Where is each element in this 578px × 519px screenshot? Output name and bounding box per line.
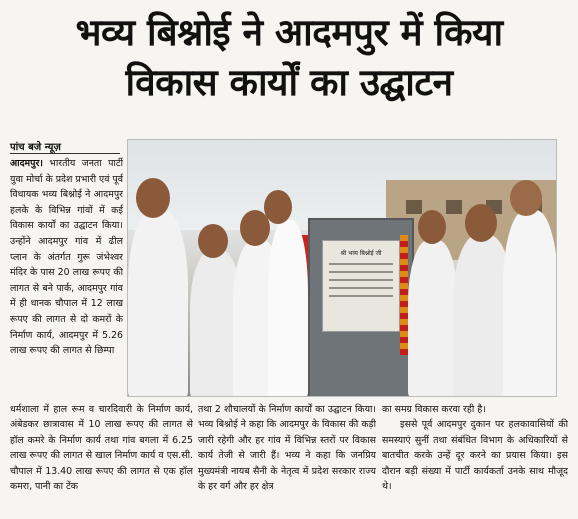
lead-paragraph (10, 156, 123, 401)
person-head (198, 224, 228, 258)
person-head (465, 204, 497, 242)
headline-line-2: विकास कार्यों का उद्घाटन (125, 61, 453, 104)
news-photo (127, 139, 557, 397)
byline-rule (10, 153, 120, 154)
person-head (264, 190, 292, 224)
column-3-text-b: इससे पूर्व आदमपुर दुकान पर हलकावासियों की समस्याएं सुनीं तथा संबंधित विभाग के अधिकारियों से बातचीत करके उन्हें दूर करने का प्रयास किया। इस दौरान बड़ी संख्या में पार्टी कार्यकर्ता उनके साथ मौजूद थे। (382, 419, 568, 493)
headline-line-1: भव्य बिश्नोई ने आदमपुर में किया (75, 11, 503, 54)
person-head (510, 180, 542, 216)
person (408, 240, 458, 397)
article-column-2 (198, 402, 376, 517)
byline: पांच बजे न्यूज़ (10, 142, 61, 153)
article-column-1 (10, 402, 193, 517)
column-2-text: तथा 2 शौचालयों के निर्माण कार्यों का उद्घाटन किया। भव्य बिश्नोई ने कहा कि आदमपुर के विकास की कड़ी जारी रहेगी और हर गांव में विभिन्न स्तरों पर विकास कार्य तेजी से जारी हैं। भव्य ने कहा कि जनप्रिय मुख्यमंत्री नायब सैनी के नेतृत्व में प्रदेश सरकार राज्य के हर वर्ग और हर क्षेत्र (198, 404, 376, 493)
person (128, 210, 188, 397)
person-head (418, 210, 446, 244)
headline (0, 8, 578, 108)
column-1-text: धर्मशाला में हाल रूम व चारदिवारी के निर्माण कार्य, अंबेडकर छात्रावास में 10 लाख रूपए की लागत से हॉल कमरे के निर्माण कार्य तथा गांव बगला में 6.25 लाख रूपए की लागत से खाल निर्माण कार्य व एस.सी. चौपाल में 13.40 लाख रूपए की लागत से एक हॉल कमरा, पानी का टेंक (10, 404, 193, 493)
dateline: आदमपुर। (10, 158, 43, 169)
flower-garland (400, 235, 408, 355)
person (503, 210, 557, 397)
person-head (136, 178, 170, 218)
article-column-3 (382, 402, 568, 517)
inauguration-plaque (308, 218, 414, 397)
plaque-stone (322, 240, 400, 332)
column-3-text-a: का समग्र विकास करवा रही है। (382, 404, 486, 415)
lead-text: भारतीय जनता पार्टी युवा मोर्चा के प्रदेश प्रभारी एवं पूर्व विधायक भव्य बिश्नोई ने आदमपुर हलके के विभिन्न गांवों में कई विकास कार्यों का उद्घाटन किया। उन्होंने आदमपुर गांव में ढील प्लान के अंतर्गत गुरू जंभेश्वर मंदिर के पास 20 लाख रूपए की लागत से बने पार्क, आदमपुर गांव में ही धानक चौपाल में 12 लाख रूपए की लागत से दो कमरों के निर्माण कार्य, आदमपुर में 5.26 लाख रूपए की लागत से छिम्पा (10, 158, 123, 357)
plaque-title: श्री भव्य बिश्नोई जी (340, 250, 382, 257)
person (268, 220, 308, 397)
